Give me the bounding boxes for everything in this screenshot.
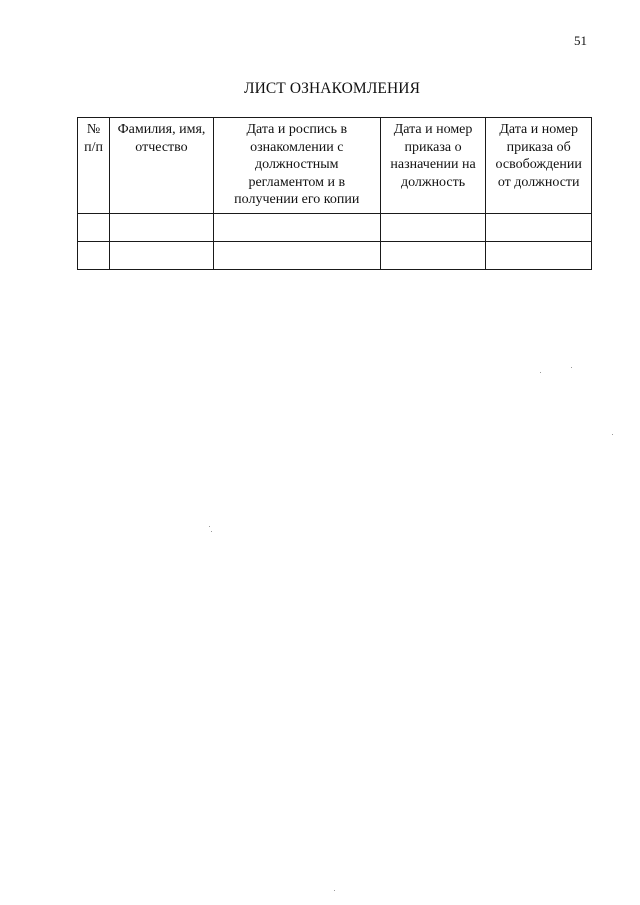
table-row <box>78 214 592 242</box>
table-cell <box>110 214 214 242</box>
scan-speck <box>571 367 572 368</box>
scan-speck <box>540 372 541 373</box>
table-cell <box>486 214 592 242</box>
header-full-name: Фамилия, имя, отчество <box>110 118 214 214</box>
table-cell <box>213 214 380 242</box>
page-number: 51 <box>574 33 587 48</box>
header-dismissal-order: Дата и номер приказа об освобождении от должности <box>486 118 592 214</box>
table-cell <box>78 242 110 270</box>
scan-speck <box>211 531 212 532</box>
table-header-row <box>78 118 592 214</box>
table-cell <box>213 242 380 270</box>
table-cell <box>486 242 592 270</box>
table-cell <box>110 242 214 270</box>
document-title: ЛИСТ ОЗНАКОМЛЕНИЯ <box>243 80 421 97</box>
header-appointment-order: Дата и номер приказа о назначении на должность <box>380 118 486 214</box>
scan-speck <box>334 890 335 891</box>
table-cell <box>380 214 486 242</box>
table-cell <box>78 214 110 242</box>
table-cell <box>380 242 486 270</box>
scan-speck <box>612 434 613 435</box>
header-signature-date: Дата и роспись в ознакомлении с должностным регламентом и в получении его копии <box>213 118 380 214</box>
table-row <box>78 242 592 270</box>
header-number: № п/п <box>78 118 110 214</box>
scan-speck <box>209 526 210 527</box>
acknowledgement-table <box>77 117 592 270</box>
